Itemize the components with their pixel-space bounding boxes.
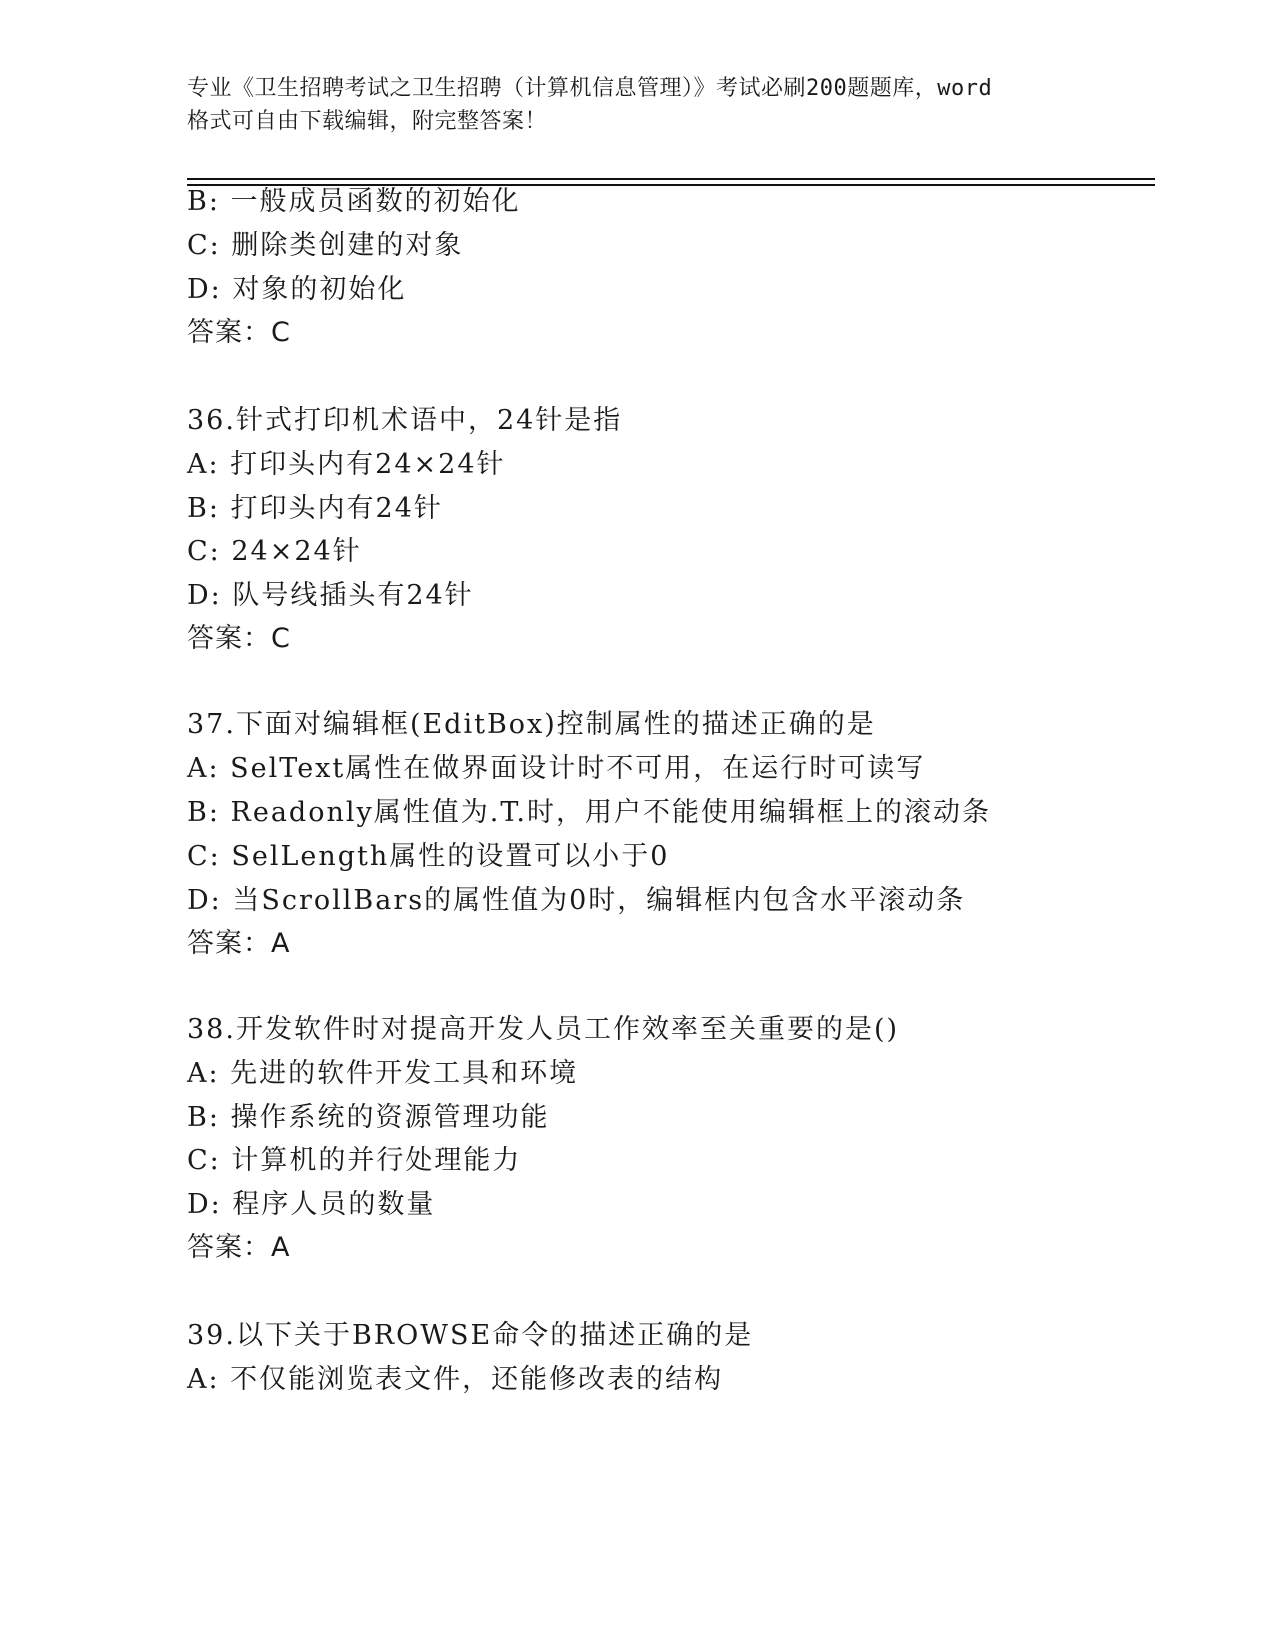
option-b: B: 操作系统的资源管理功能: [187, 1102, 550, 1133]
option-a: A: SelText属性在做界面设计时不可用，在运行时可读写: [187, 753, 926, 784]
document-header: [187, 72, 1087, 138]
option-b: B: 打印头内有24针: [187, 493, 443, 524]
header-line-2: 格式可自由下载编辑，附完整答案！: [187, 109, 548, 134]
question-stem: 37.下面对编辑框(EditBox)控制属性的描述正确的是: [187, 709, 876, 740]
option-c: C: 24×24针: [187, 536, 362, 567]
answer: 答案：C: [187, 317, 291, 348]
answer: 答案：A: [187, 1232, 291, 1263]
answer: 答案：C: [187, 623, 291, 654]
header-divider-top: [187, 178, 1155, 180]
option-c: C: 删除类创建的对象: [187, 230, 464, 261]
option-d: D: 队号线插头有24针: [187, 580, 474, 611]
option-b: B: 一般成员函数的初始化: [187, 186, 521, 217]
header-line-1: 专业《卫生招聘考试之卫生招聘（计算机信息管理）》考试必刷200题题库，word: [187, 76, 993, 101]
option-c: C: SelLength属性的设置可以小于0: [187, 841, 670, 872]
option-a: A: 打印头内有24×24针: [187, 449, 506, 480]
option-d: D: 程序人员的数量: [187, 1189, 436, 1220]
question-stem: 39.以下关于BROWSE命令的描述正确的是: [187, 1320, 754, 1351]
question-stem: 36.针式打印机术语中，24针是指: [187, 405, 623, 436]
option-a: A: 不仅能浏览表文件，还能修改表的结构: [187, 1364, 724, 1395]
question-stem: 38.开发软件时对提高开发人员工作效率至关重要的是(): [187, 1014, 900, 1045]
option-d: D: 对象的初始化: [187, 274, 407, 305]
option-c: C: 计算机的并行处理能力: [187, 1145, 522, 1176]
option-a: A: 先进的软件开发工具和环境: [187, 1058, 579, 1089]
answer: 答案：A: [187, 928, 291, 959]
option-d: D: 当ScrollBars的属性值为0时，编辑框内包含水平滚动条: [187, 885, 966, 916]
option-b: B: Readonly属性值为.T.时，用户不能使用编辑框上的滚动条: [187, 797, 991, 828]
